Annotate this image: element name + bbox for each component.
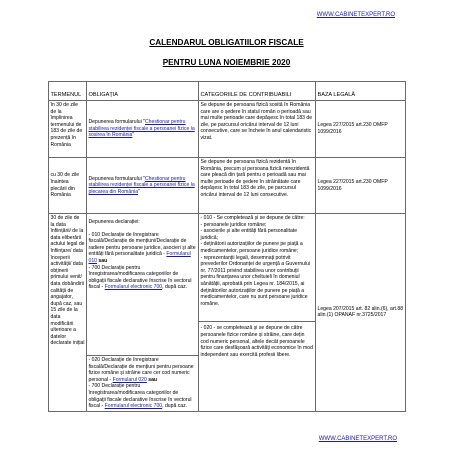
- header-categories: CATEGORIILE DE CONTRIBUABILI: [199, 82, 316, 101]
- table-row: [49, 101, 406, 158]
- document-title: CALENDARUL OBLIGATIILOR FISCALE: [149, 38, 304, 47]
- obligation-010: - 010 Declarație de înregistrare fiscală/Declarație de mențiuni/Declarație de radiere pentru persoane juridice, asocieri și alte entități fără personalitate juridică - Formularul 010 sau - 700 Declarație pentru înregistrarea/modificarea categoriilor de obligații fiscale declarative înscrise în vectorul fiscal - Formularul electronic 700, după caz.: [88, 231, 196, 291]
- term-cell: în 30 de zile de la împlinirea termenului de 183 de zile de prezență în România: [49, 101, 87, 158]
- obligation-text: ": [132, 132, 135, 139]
- form-link[interactable]: Chestionar pentru stabilirea rezidenței fiscale a persoanei fizice la plecarea din România: [88, 175, 195, 195]
- form-010-link[interactable]: Formularul 010: [88, 251, 191, 264]
- obligations-table: [48, 81, 406, 412]
- obligation-cell: [87, 101, 199, 158]
- legal-basis-cell: Legea 227/2015 art.230 OMFP 1099/2016: [316, 158, 406, 214]
- categories-cell: Se depune de persoana fizică sosită în România care are o ședere în statul român o perioadă sau mai multe perioade care depășesc în total 183 de zile, pe parcursul oricărui interval de 12 luni consecutive, care se încheie în anul calendaristic vizat.: [199, 101, 316, 158]
- table-row: [49, 214, 406, 412]
- obligation-text: Depunerea formularului ": [88, 175, 145, 182]
- obligation-cell: [87, 214, 199, 412]
- header-term: TERMENUL: [49, 82, 87, 101]
- term-cell: cu 30 de zile înaintea plecării din România: [49, 158, 87, 214]
- header-obligation: OBLIGAȚIA: [87, 82, 199, 101]
- document-subtitle: PENTRU LUNA NOIEMBRIE 2020: [162, 58, 291, 67]
- obligation-cell: [87, 158, 199, 214]
- form-020-link[interactable]: Formularul 020: [112, 376, 147, 383]
- form-700-link[interactable]: Formularul electronic 700: [104, 403, 163, 410]
- term-cell: 30 de zile de la data înființării/ de la data eliberării actului legal de înființare/ data începerii activității/ data obținerii primului venit/ data dobândirii calității de angajator, după caz, sau 15 zile de la data modificării ulterioare a datelor declarate inițial: [49, 214, 87, 412]
- obligation-text: ": [138, 188, 140, 195]
- legal-basis-cell: Legea 227/2015 art.230 OMFP 1099/2016: [316, 101, 406, 158]
- site-link-top[interactable]: WWW.CABINETEXPERT.RO: [316, 12, 395, 18]
- header-legal-basis: BAZA LEGALĂ: [316, 82, 406, 101]
- obligation-intro: Depunerea declarației:: [88, 219, 140, 225]
- categories-cell: [199, 214, 316, 412]
- legal-basis-cell: Legea 207/2015 art. 82 alin.(6), art.88 alin.(1) OPANAF nr.3725/2017: [316, 214, 406, 412]
- table-row: [49, 158, 406, 214]
- categories-020: - 020 - se completează și se depune de către persoanele fizice române și străine, care dețin cod numeric personal, altele decât persoanele fizice care desfășoară activități economice în mod independent sau exercită profesii libere.: [199, 321, 315, 358]
- obligation-text: Depunerea formularului ": [88, 119, 145, 126]
- categories-cell: Se depune de persoana fizică rezidentă în România, precum și persoana fizică nerezidentă care pleacă din țară pentru o perioadă sau mai multe perioade de ședere în străinătate care depășesc în total 183 de zile, pe parcursul oricărui interval de 12 luni consecutive.: [199, 158, 316, 214]
- obligation-020: - 020 Declarație de înregistrare fiscală/Declarație de mențiuni pentru persoane fizice române și străine care cer cod numeric personal - Formularul 020 sau - 700 Declarație pentru înregistrarea/modificarea categoriilor de obligații fiscale declarative înscrise în vectorul fiscal - Formularul electronic 700, după caz.: [87, 355, 198, 410]
- form-link[interactable]: Chestionar pentru stabilirea rezidenței fiscale a persoanei fizice la sosirea în România: [88, 119, 195, 139]
- table-header-row: [49, 82, 406, 101]
- site-link-bottom[interactable]: WWW.CABINETEXPERT.RO: [318, 436, 397, 442]
- form-700-link[interactable]: Formularul electronic 700: [104, 284, 163, 291]
- categories-010: - 010 - Se completează și se depune de către: - persoanele juridice române; - asocierile și alte entități fără personalitate juridică; - deținătorii autorizațiilor de punere pe piață a medicamentelor, persoane juridice române; - reprezentanții legali, desemnați potrivit prevederilor Ordonanței de urgență a Guvernului nr. 77/2011 privind stabilirea unor contribuții pentru finanțarea unor cheltuieli în domeniul sănătății, aprobată prin Legea nr. 184/2015, ai deținătorilor autorizațiilor de punere pe piață a medicamentelor, care nu sunt persoane juridice române.: [200, 215, 311, 307]
